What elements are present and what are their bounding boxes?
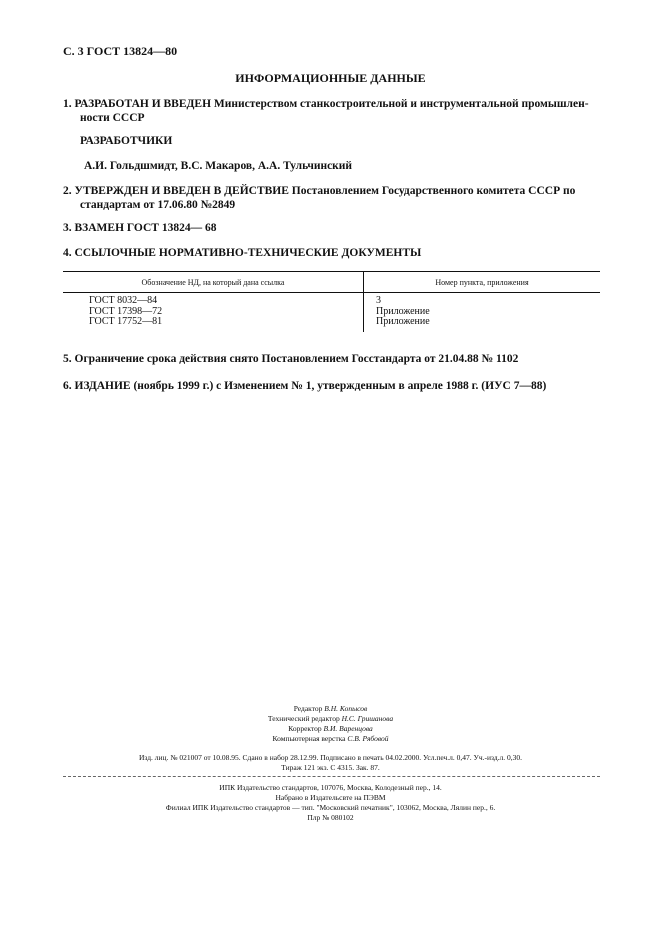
editor-name: В.Н. Копысов [324, 704, 368, 713]
column-header-document: Обозначение НД, на который дана ссылка [63, 272, 364, 293]
item-4: 4. ССЫЛОЧНЫЕ НОРМАТИВНО-ТЕХНИЧЕСКИЕ ДОКУМЕНТЫ [63, 247, 422, 259]
item-2 [63, 184, 608, 212]
tech-editor-label: Технический редактор [267, 714, 340, 723]
item-6: 6. ИЗДАНИЕ (ноябрь 1999 г.) с Изменением № 1, утвержденным в апреле 1988 г. (ИУС 7—88) [63, 380, 547, 392]
developers-names: А.И. Гольдшмидт, В.С. Макаров, А.А. Тульчинский [84, 160, 353, 172]
corrector-name: В.И. Варенцова [323, 724, 373, 733]
press-line-1: ИПК Издательство стандартов, 107076, Москва, Колодезный пер., 14. [219, 783, 442, 792]
editor-line [0, 704, 661, 714]
imprint-staff [0, 704, 661, 744]
table-cell-document [63, 293, 364, 332]
item-5: 5. Ограничение срока действия снято Постановлением Госстандарта от 21.04.88 № 1102 [63, 353, 519, 365]
corrector-label: Корректор [288, 724, 322, 733]
table-row [63, 293, 600, 332]
document-ref: ГОСТ 17752—81 [89, 316, 163, 327]
column-header-clause: Номер пункта, приложения [364, 272, 601, 293]
developers-heading: РАЗРАБОТЧИКИ [80, 135, 173, 147]
tech-editor-line [0, 714, 661, 724]
item-3: 3. ВЗАМЕН ГОСТ 13824— 68 [63, 222, 217, 234]
item-2-line-2: стандартам от 17.06.80 №2849 [80, 199, 236, 211]
press-info [0, 783, 661, 823]
publishing-info [0, 753, 661, 773]
press-line-3: Филиал ИПК Издательство стандартов — тип. "Московский печатник", 103062, Москва, Лялин пер., 6. [165, 803, 496, 812]
clause-ref: Приложение [376, 305, 430, 317]
press-line-4: Плр № 080102 [307, 813, 354, 822]
tech-editor-name: Н.С. Гришанова [341, 714, 394, 723]
corrector-line [0, 724, 661, 734]
table-cell-clause [364, 293, 601, 332]
item-2-line-1: 2. УТВЕРЖДЕН И ВВЕДЕН В ДЕЙСТВИЕ Постановлением Государственного комитета СССР по [63, 185, 576, 197]
publishing-line-1: Изд. лиц. № 021007 от 10.08.95. Сдано в набор 28.12.99. Подписано в печать 04.02.2000. Усл.печ.л. 0,47. Уч.-изд.л. 0,30. [138, 753, 522, 762]
layout-line [0, 734, 661, 744]
layout-label: Компьютерная верстка [272, 734, 346, 743]
item-1-line-1: 1. РАЗРАБОТАН И ВВЕДЕН Министерством станкостроительной и инструментальной промышлен- [63, 98, 589, 110]
layout-name: С.В. Рябовой [347, 734, 389, 743]
page-header: С. 3 ГОСТ 13824—80 [63, 44, 178, 58]
references-table [63, 271, 600, 332]
clause-ref: Приложение [376, 316, 430, 327]
editor-label: Редактор [293, 704, 323, 713]
press-line-2: Набрано в Издательсвте на ПЭВМ [275, 793, 386, 802]
table-header-row [63, 272, 600, 293]
document-ref: ГОСТ 17398—72 [89, 305, 163, 317]
clause-ref: 3 [376, 295, 381, 306]
page-title: ИНФОРМАЦИОННЫЕ ДАННЫЕ [235, 71, 426, 85]
divider [63, 776, 600, 777]
publishing-line-2: Тираж 121 экз. С 4315. Зак. 87. [281, 763, 380, 772]
item-1-line-2: ности СССР [80, 112, 145, 124]
document-ref: ГОСТ 8032—84 [89, 295, 158, 306]
item-1 [63, 97, 608, 125]
